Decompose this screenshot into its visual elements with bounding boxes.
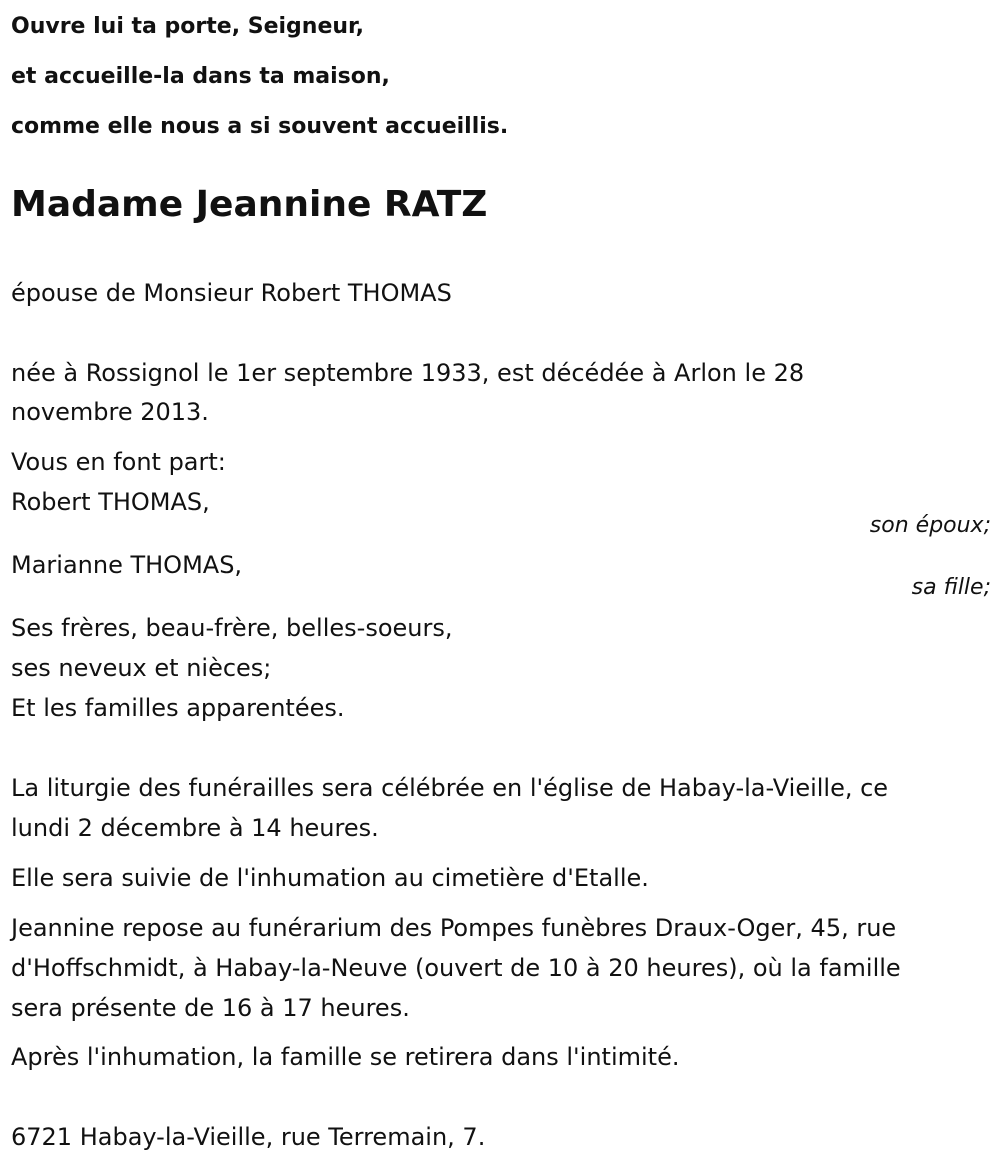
family-member-relation: sa fille; <box>911 575 991 600</box>
family-member-relation: son époux; <box>869 513 991 538</box>
after-burial-line: Après l'inhumation, la famille se retirera dans l'intimité. <box>11 1043 680 1071</box>
spouse-line: épouse de Monsieur Robert THOMAS <box>11 279 452 307</box>
extended-family-line-2: ses neveux et nièces; <box>11 654 272 682</box>
verse-line-1: Ouvre lui ta porte, Seigneur, <box>11 14 364 39</box>
liturgy-line-2: lundi 2 décembre à 14 heures. <box>11 814 379 842</box>
family-member-name: Marianne THOMAS, <box>11 551 243 579</box>
birth-death-line-2: novembre 2013. <box>11 398 209 426</box>
verse-line-3: comme elle nous a si souvent accueillis. <box>11 114 509 139</box>
extended-family-line-1: Ses frères, beau-frère, belles-soeurs, <box>11 614 453 642</box>
extended-family-line-3: Et les familles apparentées. <box>11 694 345 722</box>
viewing-line-3: sera présente de 16 à 17 heures. <box>11 994 410 1022</box>
viewing-line-1: Jeannine repose au funérarium des Pompes funèbres Draux-Oger, 45, rue <box>11 914 897 942</box>
deceased-name: Madame Jeannine RATZ <box>11 184 488 225</box>
birth-death-line-1: née à Rossignol le 1er septembre 1933, est décédée à Arlon le 28 <box>11 359 805 387</box>
viewing-line-2: d'Hoffschmidt, à Habay-la-Neuve (ouvert de 10 à 20 heures), où la famille <box>11 954 901 982</box>
burial-line: Elle sera suivie de l'inhumation au cimetière d'Etalle. <box>11 864 649 892</box>
verse-line-2: et accueille-la dans ta maison, <box>11 64 390 89</box>
liturgy-line-1: La liturgie des funérailles sera célébrée en l'église de Habay-la-Vieille, ce <box>11 774 889 802</box>
family-member-name: Robert THOMAS, <box>11 488 210 516</box>
announcement-intro: Vous en font part: <box>11 448 226 476</box>
address-line: 6721 Habay-la-Vieille, rue Terremain, 7. <box>11 1123 486 1151</box>
